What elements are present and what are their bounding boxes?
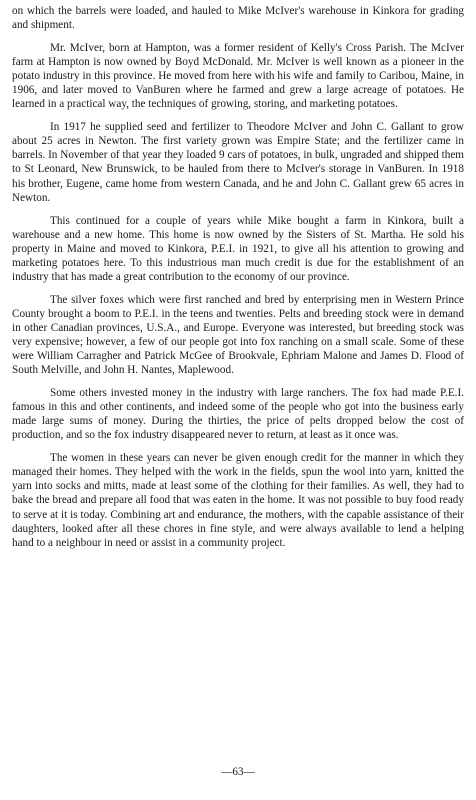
paragraph-1917-newton: In 1917 he supplied seed and fertilizer to Theodore McIver and John C. Gallant to grow about 25 acres in Newton. The first variety grown was Empire State; and the fertilizer came in barrels. In November of that year they loaded 9 cars of potatoes, in bulk, ungraded and shipped them to St Leonard, New Brunswick, to be hauled from there to McIver's storage in VanBuren. In 1918 his brother, Eugene, came home from western Canada, and he and John C. Gallant grew 65 acres in Newton. <box>12 121 464 204</box>
paragraph-kinkora-move: This continued for a couple of years while Mike bought a farm in Kinkora, built a warehouse and a new home. This home is now owned by the Sisters of St. Martha. He sold his property in Maine and moved to Kinkora, P.E.I. in 1921, to give all his attention to growing and marketing potatoes here. To this industrious man much credit is due for the establishment of an industry that has made a great contribution to the economy of our province. <box>12 214 464 283</box>
paragraph-silver-foxes: The silver foxes which were first ranched and bred by enterprising men in Western Prince County brought a boom to P.E.I. in the teens and twenties. Pelts and breeding stock were in demand in other Canadian provinces, U.S.A., and Europe. Everyone was interested, but breeding stock was very expensive; however, a few of our people got into fox ranching on a small scale. Some of these were William Carragher and Patrick McGee of Brookvale, Ephriam Malone and James D. Flood of South Melville, and John H. Nantes, Maplewood. <box>12 293 464 377</box>
page-number: —63— <box>221 766 255 778</box>
paragraph-fox-investors: Some others invested money in the industry with large ranchers. The fox had made P.E.I. famous in this and other continents, and indeed some of the people who got into the business early made large sums of money. During the thirties, the price of pelts dropped below the cost of production, and so the fox industry disappeared never to return, at least as it once was. <box>12 387 464 442</box>
paragraph-women: The women in these years can never be given enough credit for the manner in which they managed their homes. They helped with the work in the fields, spun the wool into yarn, knitted the yarn into socks and mitts, made at least some of the clothing for their families. As well, they had to bake the bread and prepare all food that was eaten in the home. It was not possible to buy food ready to serve at it is today. Combining art and endurance, the mothers, with the capable assistance of their daughters, looked after all these chores in fine style, and were always available to lend a helping hand to a neighbour in need or assist in a community project. <box>12 452 464 549</box>
paragraph-mciver-biography: Mr. McIver, born at Hampton, was a former resident of Kelly's Cross Parish. The McIver farm at Hampton is now owned by Boyd McDonald. Mr. McIver is well known as a pioneer in the potato industry in this province. He moved from here with his wife and family to Caribou, Maine, in 1906, and later moved to VanBuren where he farmed and grew a large acreage of potatoes. He learned in a practical way, the techniques of growing, storing, and marketing potatoes. <box>12 42 464 111</box>
paragraph-continued: on which the barrels were loaded, and hauled to Mike McIver's warehouse in Kinkora for grading and shipment. <box>12 5 464 32</box>
